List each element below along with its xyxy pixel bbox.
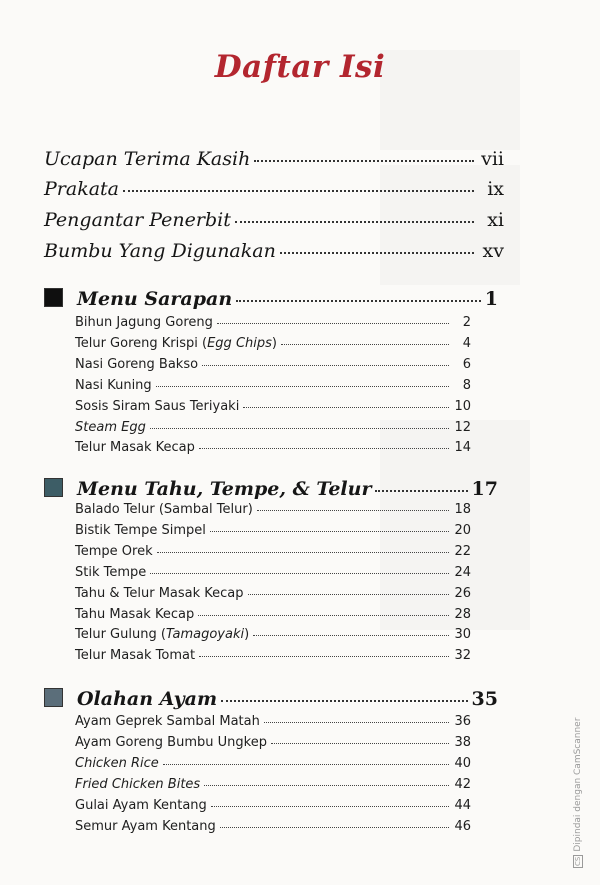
toc-entry-title: Ucapan Terima Kasih	[44, 148, 251, 170]
recipe-title	[75, 586, 244, 601]
recipe-title	[75, 714, 260, 729]
recipe-title-text: Balado Telur (Sambal Telur)	[75, 502, 253, 517]
recipe-page-number: 10	[454, 398, 471, 414]
dot-leader	[235, 215, 474, 223]
recipe-title-text: Sosis Siram Saus Teriyaki	[75, 398, 240, 414]
recipe-page-number: 28	[454, 606, 471, 622]
dot-leader	[199, 443, 449, 449]
recipe-page-number: 20	[454, 522, 471, 538]
toc-entry-title: Prakata	[44, 178, 119, 200]
recipe-title-text: Telur Masak Kecap	[75, 440, 195, 456]
recipe-entry[interactable]	[75, 420, 471, 435]
dot-leader	[150, 568, 449, 574]
recipe-title-text: Tahu & Telur Masak Kecap	[75, 585, 244, 601]
dot-leader	[254, 154, 474, 162]
recipe-entry[interactable]	[75, 523, 471, 538]
recipe-page-number: 40	[454, 755, 471, 771]
recipe-title	[75, 648, 195, 663]
dot-leader	[204, 780, 449, 786]
recipe-entry[interactable]	[75, 336, 471, 351]
recipe-title-italic: Egg Chips	[207, 335, 272, 351]
section-title: Menu Tahu, Tempe, & Telur	[77, 478, 372, 500]
recipe-title	[75, 336, 277, 351]
dot-leader	[199, 651, 449, 657]
toc-page-number: vii	[481, 148, 504, 170]
dot-leader	[202, 360, 449, 366]
recipe-title-text: )	[271, 335, 277, 351]
recipe-page-number: 42	[454, 776, 471, 792]
dot-leader	[157, 547, 449, 553]
dot-leader	[248, 589, 449, 595]
recipe-entry[interactable]	[75, 607, 471, 622]
toc-entry-title: Pengantar Penerbit	[44, 209, 231, 231]
recipe-entry[interactable]	[75, 627, 471, 642]
recipe-title-text: Semur Ayam Kentang	[75, 818, 216, 834]
recipe-title-text: Nasi Goreng Bakso	[75, 356, 199, 372]
recipe-entry[interactable]	[75, 735, 471, 750]
camscanner-logo: CS	[574, 856, 582, 866]
recipe-title	[75, 627, 249, 642]
recipe-page-number: 4	[462, 335, 471, 351]
recipe-title	[75, 502, 253, 517]
recipe-title-text: Ayam Goreng Bumbu Ungkep	[75, 734, 267, 750]
dot-leader	[264, 717, 449, 723]
recipe-title	[75, 798, 207, 813]
section-page-number: 1	[484, 288, 498, 310]
dot-leader	[271, 738, 449, 744]
recipe-entry[interactable]	[75, 565, 471, 580]
recipe-title-text: Bistik Tempe Simpel	[75, 522, 206, 538]
recipe-title-text: Nasi Kuning	[75, 377, 152, 393]
recipe-title	[75, 378, 152, 393]
section-title: Olahan Ayam	[77, 688, 218, 710]
recipe-title-italic: Fried Chicken Bites	[75, 776, 201, 792]
recipe-title	[75, 315, 213, 330]
recipe-entry[interactable]	[75, 502, 471, 517]
recipe-page-number: 12	[454, 419, 471, 435]
recipe-title-italic: Steam Egg	[75, 419, 146, 435]
recipe-page-number: 44	[454, 797, 471, 813]
toc-entry[interactable]	[44, 178, 504, 200]
recipe-entry[interactable]	[75, 777, 471, 792]
section-marker-square	[44, 288, 63, 307]
recipe-title-text: Stik Tempe	[75, 564, 147, 580]
recipe-page-number: 6	[462, 356, 471, 372]
dot-leader	[156, 381, 449, 387]
recipe-title-text: Bihun Jagung Goreng	[75, 315, 213, 330]
section-page-number: 35	[471, 688, 498, 710]
recipe-page-number: 30	[454, 627, 471, 643]
dot-leader	[243, 402, 449, 408]
section-heading[interactable]	[44, 686, 498, 710]
dot-leader	[123, 184, 474, 192]
recipe-entry[interactable]	[75, 714, 471, 729]
dot-leader	[217, 318, 449, 324]
dot-leader	[375, 484, 467, 492]
recipe-title	[75, 399, 239, 414]
section-marker-square	[44, 478, 63, 497]
toc-entry[interactable]	[44, 209, 504, 231]
recipe-page-number: 24	[454, 564, 471, 580]
recipe-page-number: 8	[462, 377, 471, 393]
recipe-entry[interactable]	[75, 378, 471, 393]
recipe-title-text: Tempe Orek	[75, 543, 153, 559]
dot-leader	[253, 630, 449, 636]
recipe-title-text: )	[244, 627, 250, 643]
scanner-watermark	[573, 718, 583, 868]
recipe-title	[75, 357, 198, 372]
recipe-page-number: 36	[454, 714, 471, 729]
recipe-entry[interactable]	[75, 756, 471, 771]
toc-page-number: xi	[487, 209, 504, 231]
recipe-entry[interactable]	[75, 648, 471, 663]
dot-leader	[236, 294, 481, 302]
dot-leader	[210, 526, 449, 532]
toc-entry-title: Bumbu Yang Digunakan	[44, 240, 276, 262]
section-heading[interactable]	[44, 286, 498, 310]
dot-leader	[150, 423, 449, 429]
scanner-text: Dipindai dengan CamScanner	[573, 717, 583, 852]
toc-entry[interactable]	[44, 148, 504, 170]
recipe-title-text: Gulai Ayam Kentang	[75, 797, 207, 813]
dot-leader	[280, 246, 474, 254]
recipe-page-number: 26	[454, 585, 471, 601]
recipe-page-number: 38	[454, 734, 471, 750]
recipe-title-italic: Tamagoyaki	[165, 627, 245, 643]
recipe-title	[75, 777, 200, 792]
dot-leader	[163, 759, 449, 765]
dot-leader	[257, 505, 449, 511]
recipe-title	[75, 544, 153, 559]
toc-page-number: ix	[487, 178, 504, 200]
recipe-title	[75, 523, 206, 538]
recipe-entry[interactable]	[75, 544, 471, 559]
section-page-number: 17	[471, 478, 498, 500]
recipe-title-italic: Chicken Rice	[75, 755, 159, 771]
recipe-title	[75, 440, 195, 455]
section-marker-square	[44, 688, 63, 707]
recipe-title-text: Telur Gulung (	[75, 627, 166, 643]
section-heading[interactable]	[44, 476, 498, 500]
recipe-page-number: 46	[454, 818, 471, 834]
recipe-title	[75, 607, 194, 622]
recipe-title-text: Telur Goreng Krispi (	[75, 335, 208, 351]
recipe-entry[interactable]	[75, 399, 471, 414]
recipe-title	[75, 819, 216, 834]
recipe-page-number: 14	[454, 440, 471, 456]
recipe-title	[75, 735, 267, 750]
recipe-page-number: 32	[454, 648, 471, 664]
toc-page-number: xv	[482, 240, 504, 262]
recipe-title-text: Tahu Masak Kecap	[75, 606, 195, 622]
dot-leader	[198, 610, 449, 616]
recipe-entry[interactable]	[75, 798, 471, 813]
page-title: Daftar Isi	[214, 48, 386, 85]
recipe-entry[interactable]	[75, 440, 471, 455]
dot-leader	[281, 339, 449, 345]
recipe-title-text: Ayam Geprek Sambal Matah	[75, 714, 260, 729]
recipe-page-number: 18	[454, 502, 471, 517]
section-title: Menu Sarapan	[77, 288, 233, 310]
recipe-entry[interactable]	[75, 315, 471, 330]
dot-leader	[220, 822, 449, 828]
recipe-title	[75, 420, 146, 435]
toc-entry[interactable]	[44, 240, 504, 262]
recipe-entry[interactable]	[75, 819, 471, 834]
recipe-entry[interactable]	[75, 586, 471, 601]
recipe-title	[75, 565, 146, 580]
dot-leader	[211, 801, 449, 807]
recipe-entry[interactable]	[75, 357, 471, 372]
dot-leader	[221, 694, 467, 702]
recipe-page-number: 2	[462, 315, 471, 330]
recipe-title-text: Telur Masak Tomat	[75, 648, 196, 664]
recipe-page-number: 22	[454, 543, 471, 559]
recipe-title	[75, 756, 159, 771]
